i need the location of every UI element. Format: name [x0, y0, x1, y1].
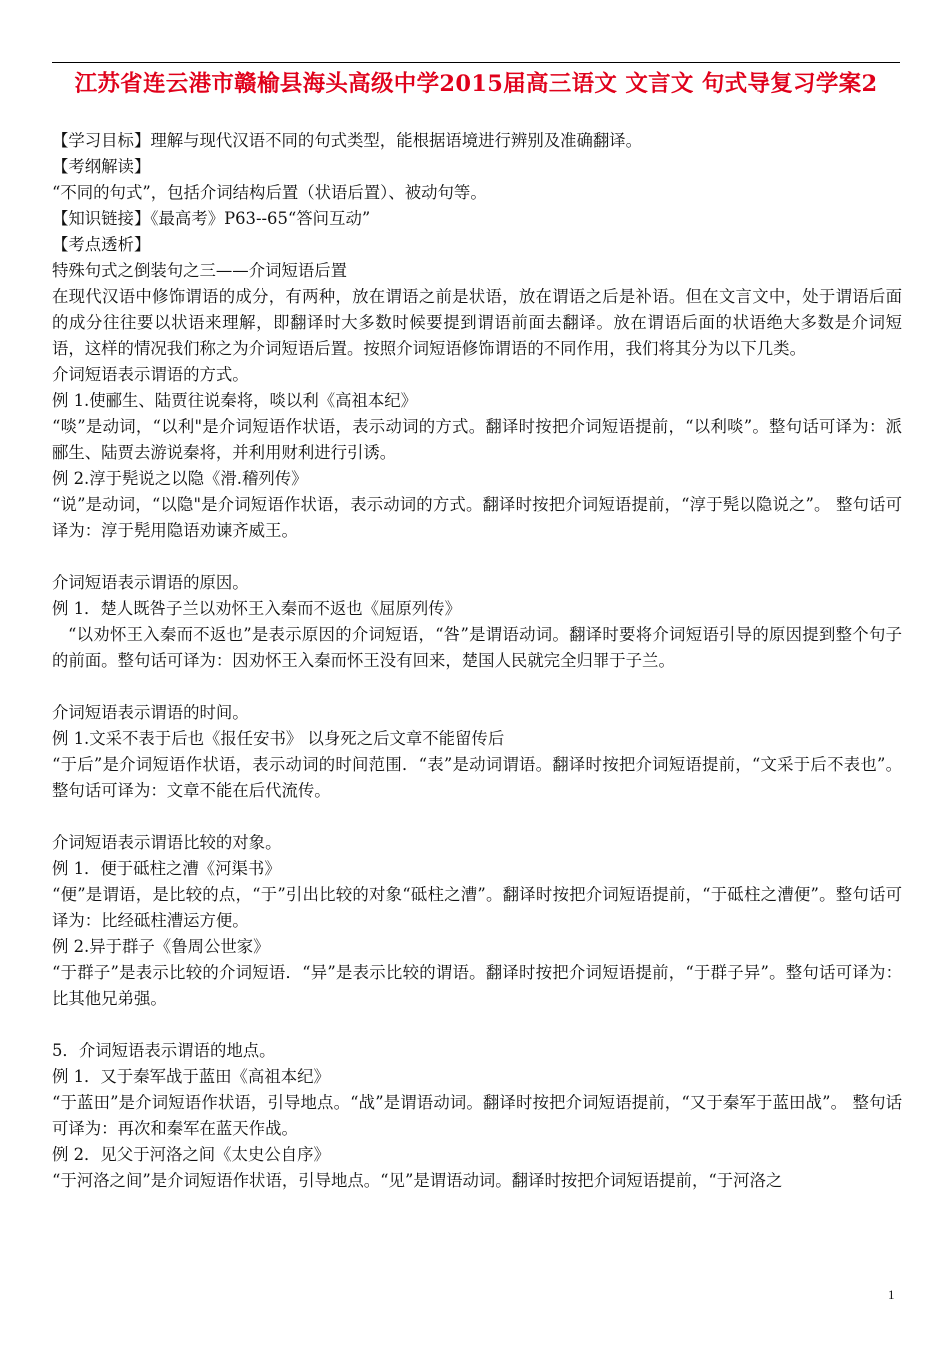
- document-title: 江苏省连云港市赣榆县海头高级中学2015届高三语文 文言文 句式导复习学案2: [74, 71, 878, 97]
- paragraph: “不同的句式”，包括介词结构后置（状语后置）、被动句等。: [52, 183, 487, 202]
- blank-line: [52, 544, 902, 570]
- paragraph: 例 1.文采不表于后也《报任安书》 以身死之后文章不能留传后: [52, 729, 505, 748]
- paragraph: 介词短语表示谓语的方式。: [52, 365, 249, 384]
- blank-line: [52, 674, 902, 700]
- page-number: 1: [888, 1287, 895, 1302]
- paragraph: 【考纲解读】: [52, 157, 151, 176]
- blank-line: [52, 1012, 902, 1038]
- paragraph: “于河洛之间”是介词短语作状语，引导地点。“见”是谓语动词。翻译时按把介词短语提前，“于河洛之: [52, 1171, 783, 1190]
- paragraph: 在现代汉语中修饰谓语的成分，有两种，放在谓语之前是状语，放在谓语之后是补语。但在文言文中，处于谓语后面的成分往往要以状语来理解，即翻译时大多数时候要提到谓语前面去翻译。放在谓语后面的状语绝大多数是介词短语，这样的情况我们称之为介词短语后置。按照介词短语修饰谓语的不同作用，我们将其分为以下几类。: [52, 287, 902, 358]
- paragraph: 【考点透析】: [52, 235, 151, 254]
- paragraph: 例 1．又于秦军战于蓝田《高祖本纪》: [52, 1067, 330, 1086]
- header-rule: [52, 62, 900, 63]
- paragraph: 例 2．见父于河洛之间《太史公自序》: [52, 1145, 330, 1164]
- paragraph: “啖”是动词，“以利"是介词短语作状语，表示动词的方式。翻译时按把介词短语提前，“以利啖”。整句话可译为：派郦生、陆贾去游说秦将，并利用财利进行引诱。: [52, 417, 902, 462]
- paragraph: “于群子”是表示比较的介词短语．“异”是表示比较的谓语。翻译时按把介词短语提前，“于群子异”。整句话可译为：比其他兄弟强。: [52, 963, 902, 1008]
- paragraph: 5．介词短语表示谓语的地点。: [52, 1041, 276, 1060]
- paragraph: 特殊句式之倒装句之三——介词短语后置: [52, 261, 348, 280]
- document-body: [52, 128, 902, 1194]
- paragraph: 例 1.使郦生、陆贾往说秦将，啖以利《高祖本纪》: [52, 391, 418, 410]
- paragraph: 介词短语表示谓语比较的对象。: [52, 833, 282, 852]
- paragraph: 【学习目标】理解与现代汉语不同的句式类型，能根据语境进行辨别及准确翻译。: [52, 131, 643, 150]
- paragraph: 介词短语表示谓语的原因。: [52, 573, 249, 592]
- paragraph: “以劝怀王入秦而不返也”是表示原因的介词短语，“咎”是谓语动词。翻译时要将介词短语引导的原因提到整个句子的前面。整句话可译为：因劝怀王入秦而怀王没有回来，楚国人民就完全归罪于子兰。: [52, 625, 902, 670]
- paragraph: 例 1．楚人既咎子兰以劝怀王入秦而不返也《屈原列传》: [52, 599, 462, 618]
- paragraph: “说”是动词，“以隐"是介词短语作状语，表示动词的方式。翻译时按把介词短语提前，“淳于髡以隐说之”。 整句话可译为：淳于髡用隐语劝谏齐威王。: [52, 495, 902, 540]
- paragraph: 例 2.异于群子《鲁周公世家》: [52, 937, 270, 956]
- blank-line: [52, 804, 902, 830]
- paragraph: 介词短语表示谓语的时间。: [52, 703, 249, 722]
- paragraph: 例 1．便于砥柱之漕《河渠书》: [52, 859, 281, 878]
- paragraph: “便”是谓语，是比较的点，“于”引出比较的对象“砥柱之漕”。翻译时按把介词短语提前，“于砥柱之漕便”。整句话可译为：比经砥柱漕运方便。: [52, 885, 902, 930]
- paragraph: “于蓝田”是介词短语作状语，引导地点。“战”是谓语动词。翻译时按把介词短语提前，“又于秦军于蓝田战”。 整句话可译为：再次和秦军在蓝天作战。: [52, 1093, 902, 1138]
- paragraph: 例 2.淳于髡说之以隐《滑.稽列传》: [52, 469, 308, 488]
- paragraph: “于后”是介词短语作状语，表示动词的时间范围．“表”是动词谓语。翻译时按把介词短语提前，“文采于后不表也”。 整句话可译为：文章不能在后代流传。: [52, 755, 902, 800]
- paragraph: 【知识链接】《最高考》P63--65“答问互动”: [52, 209, 371, 228]
